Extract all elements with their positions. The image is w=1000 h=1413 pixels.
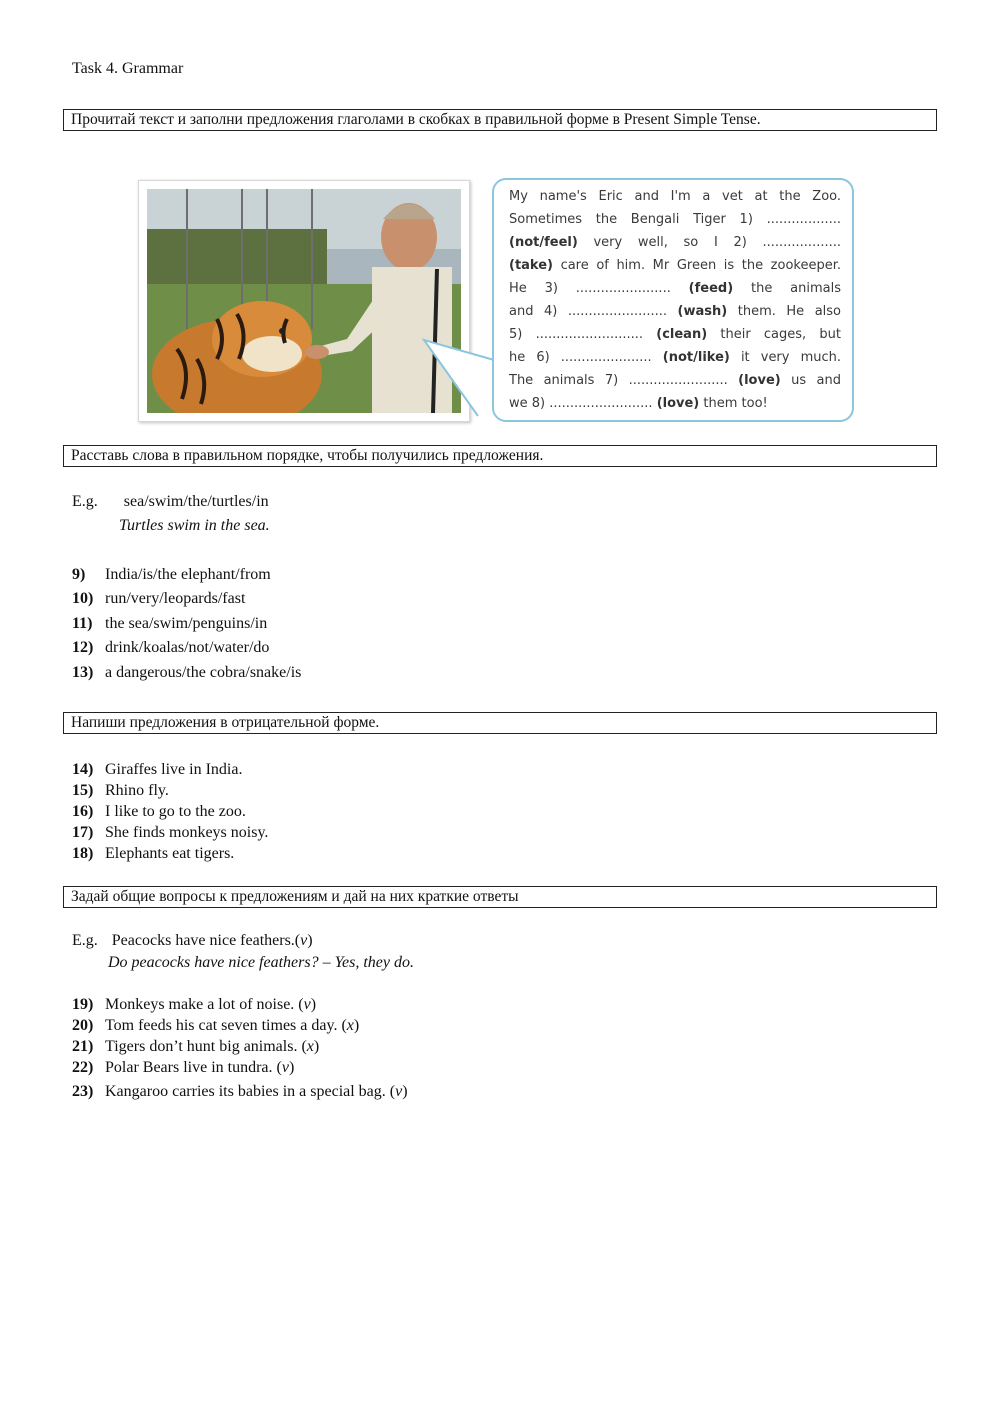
list-item <box>72 824 268 842</box>
section1-instruction: Прочитай текст и заполни предложения глаголами в скобках в правильной форме в Present Simple Tense. <box>63 109 937 131</box>
story-line-text: and 4) ........................ <box>509 304 678 319</box>
story-line <box>509 300 841 323</box>
item-number: 20) <box>72 1017 94 1034</box>
verb-hint: (feed) <box>688 281 734 296</box>
verb-hint: (not/feel) <box>509 235 578 250</box>
story-line-text: 5) .......................... <box>509 327 657 342</box>
story-line <box>509 208 841 231</box>
item-number: 21) <box>72 1038 94 1055</box>
story-line <box>509 323 841 346</box>
list-item <box>72 1038 319 1056</box>
item-text: Tigers don’t hunt big animals. ( <box>105 1038 307 1055</box>
section4-instruction: Задай общие вопросы к предложениям и дай на них краткие ответы <box>63 886 937 908</box>
list-item <box>72 782 169 800</box>
item-number: 16) <box>72 803 94 820</box>
story-line-text: them. He also <box>727 304 841 319</box>
list-item <box>72 664 301 682</box>
item-text: ) <box>310 996 317 1013</box>
story-line-text: them too! <box>699 396 768 411</box>
item-number: 19) <box>72 996 94 1013</box>
story-line-text: we 8) ......................... <box>509 396 657 411</box>
story-line <box>509 392 841 415</box>
item-text: She finds monkeys noisy. <box>105 824 269 841</box>
story-text <box>509 185 841 415</box>
item-text: Kangaroo carries its babies in a special bag. ( <box>105 1083 396 1100</box>
example-label: E.g. <box>72 493 98 510</box>
list-item <box>72 761 242 779</box>
item-text: Monkeys make a lot of noise. ( <box>105 996 304 1013</box>
answer-mark: v <box>395 1083 403 1100</box>
photo-illustration <box>147 189 461 413</box>
example2-mark: v <box>300 932 308 949</box>
list-item <box>72 996 316 1014</box>
story-line-text: he 6) ...................... <box>509 350 663 365</box>
item-text: a dangerous/the cobra/snake/is <box>105 664 302 681</box>
story-line-text: care of him. Mr Green is the zookeeper. <box>552 258 841 273</box>
example2-close: ) <box>307 932 313 949</box>
item-text: ) <box>288 1059 295 1076</box>
verb-hint: (wash) <box>677 304 728 319</box>
story-line <box>509 231 841 254</box>
item-number: 17) <box>72 824 94 841</box>
verb-hint: (love) <box>656 396 700 411</box>
item-text: India/is/the elephant/from <box>105 566 271 583</box>
verb-hint: (love) <box>738 373 781 388</box>
item-number: 12) <box>72 639 94 656</box>
story-line-text: He 3) ....................... <box>509 281 689 296</box>
list-item <box>72 639 269 657</box>
answer-mark: v <box>281 1059 289 1076</box>
story-line <box>509 346 841 369</box>
item-number: 13) <box>72 664 94 681</box>
item-number: 10) <box>72 590 94 607</box>
item-text: Tom feeds his cat seven times a day. ( <box>105 1017 347 1034</box>
list-item <box>72 590 245 608</box>
story-line <box>509 369 841 392</box>
story-line <box>509 277 841 300</box>
section3-instruction: Напиши предложения в отрицательной форме. <box>63 712 937 734</box>
story-line-text: very well, so I 2) ................... <box>577 235 841 250</box>
story-line-text: their cages, but <box>707 327 841 342</box>
item-number: 9) <box>72 566 86 583</box>
item-number: 14) <box>72 761 94 778</box>
example-row <box>72 493 269 511</box>
list-item <box>72 803 246 821</box>
item-text: the sea/swim/penguins/in <box>105 615 268 632</box>
item-text: run/very/leopards/fast <box>105 590 246 607</box>
item-text: Giraffes live in India. <box>105 761 243 778</box>
verb-hint: (take) <box>509 258 553 273</box>
story-line-text: it very much. <box>729 350 841 365</box>
item-text: ) <box>353 1017 360 1034</box>
story-line-text: My name's Eric and I'm a vet at the Zoo. <box>509 189 841 204</box>
story-line-text: The animals 7) ........................ <box>509 373 739 388</box>
story-line-text: us and <box>780 373 841 388</box>
answer-mark: x <box>306 1038 314 1055</box>
item-number: 23) <box>72 1083 94 1100</box>
example2-answer: Do peacocks have nice feathers? – Yes, they do. <box>108 954 414 971</box>
example-words: sea/swim/the/turtles/in <box>123 493 269 510</box>
list-item <box>72 615 267 633</box>
list-item <box>72 845 234 863</box>
item-number: 22) <box>72 1059 94 1076</box>
item-text: Rhino fly. <box>105 782 169 799</box>
item-text: Elephants eat tigers. <box>105 845 235 862</box>
example2-sentence: Peacocks have nice feathers.( <box>111 932 301 949</box>
item-text: ) <box>313 1038 320 1055</box>
list-item <box>72 1083 408 1101</box>
speech-bubble-tail <box>418 320 498 420</box>
item-text: ) <box>402 1083 408 1100</box>
story-line-text: the animals <box>733 281 841 296</box>
story-line-text: Sometimes the Bengali Tiger 1) .................. <box>509 212 841 227</box>
item-number: 11) <box>72 615 93 632</box>
answer-mark: v <box>303 996 311 1013</box>
task-title: Task 4. Grammar <box>72 60 184 77</box>
story-line <box>509 185 841 208</box>
story-line <box>509 254 841 277</box>
item-number: 18) <box>72 845 94 862</box>
verb-hint: (not/like) <box>662 350 730 365</box>
example2-label: E.g. <box>72 932 98 949</box>
section2-instruction: Расставь слова в правильном порядке, чтобы получились предложения. <box>63 445 937 467</box>
example2-row <box>72 932 313 950</box>
item-number: 15) <box>72 782 94 799</box>
list-item <box>72 1059 294 1077</box>
list-item <box>72 1017 359 1035</box>
item-text: Polar Bears live in tundra. ( <box>105 1059 282 1076</box>
item-text: drink/koalas/not/water/do <box>105 639 270 656</box>
example-answer: Turtles swim in the sea. <box>119 517 270 534</box>
answer-mark: x <box>346 1017 354 1034</box>
verb-hint: (clean) <box>656 327 708 342</box>
list-item <box>72 566 271 584</box>
item-text: I like to go to the zoo. <box>105 803 246 820</box>
